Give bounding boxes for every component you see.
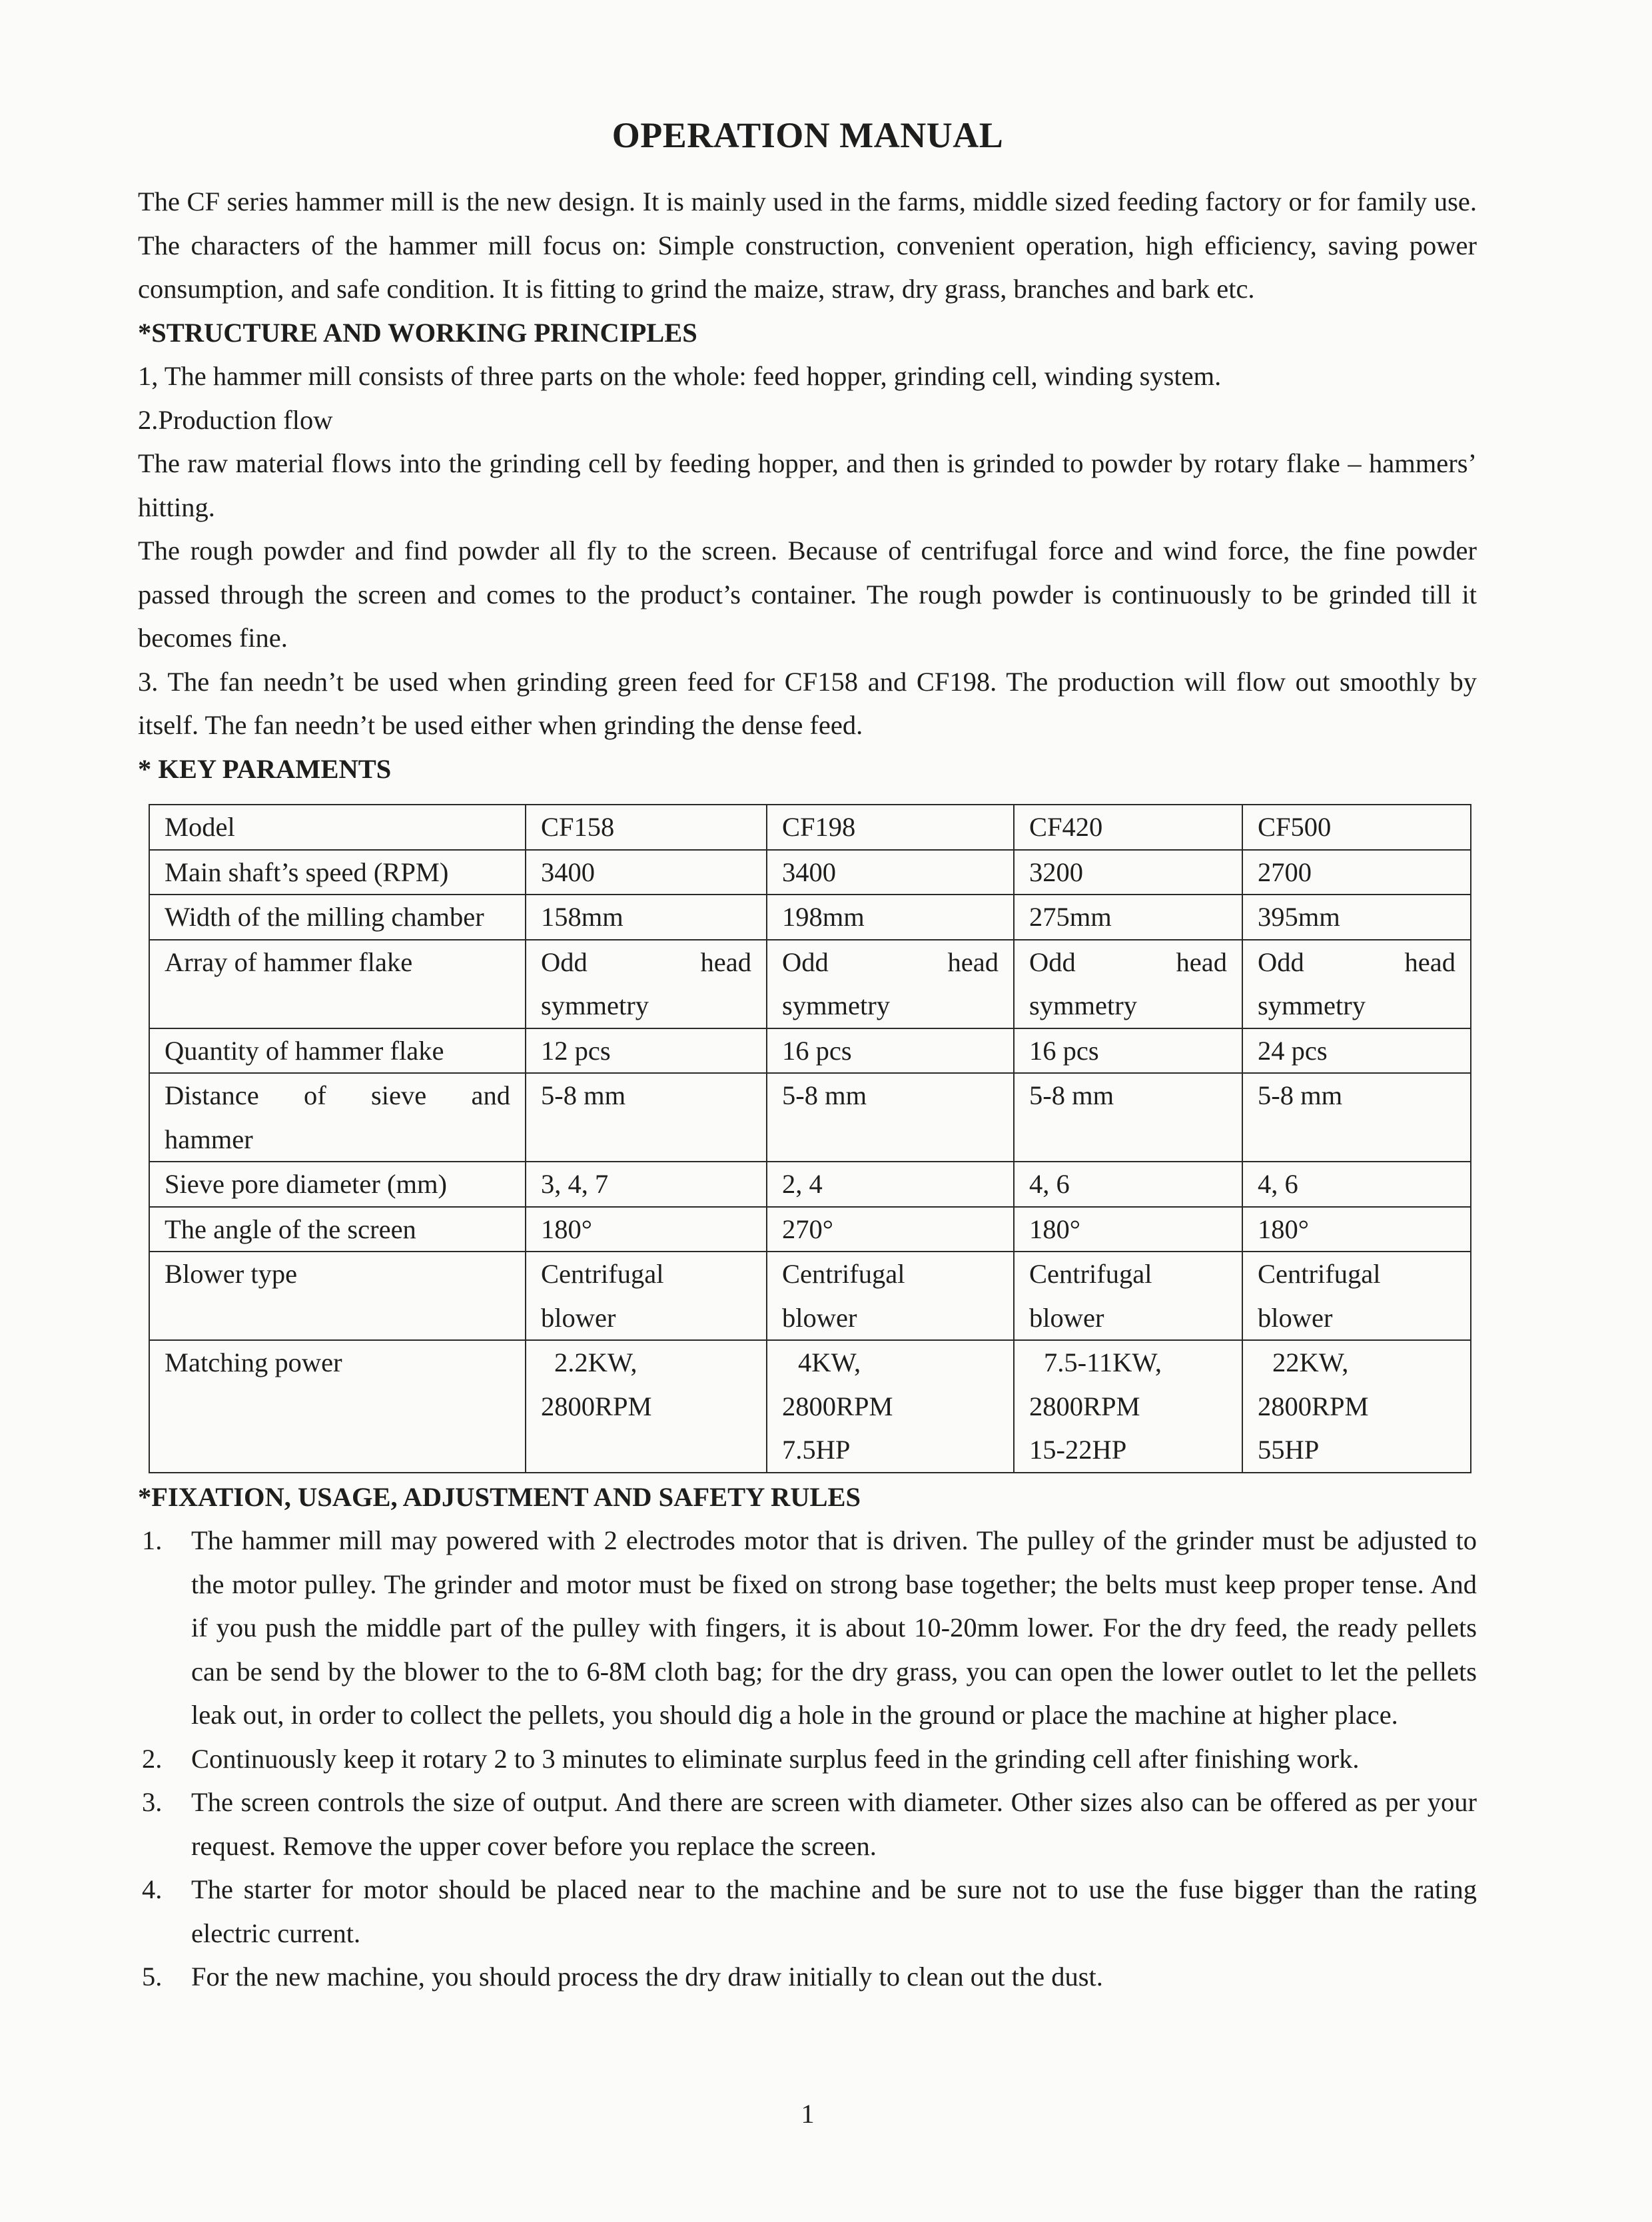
cell-line: 7.5HP [782, 1435, 851, 1465]
table-row [149, 940, 1471, 1028]
list-item-number: 1. [142, 1525, 163, 1555]
table-cell [767, 1252, 1014, 1340]
table-row [149, 1028, 1471, 1074]
page-title: OPERATION MANUAL [612, 115, 1004, 155]
table-cell: 275mm [1014, 895, 1242, 940]
table-cell [1242, 940, 1471, 1028]
table-cell: CF198 [767, 805, 1014, 850]
structure-paragraph-1: 1, The hammer mill consists of three parts on the whole: feed hopper, grinding cell, winding system. [138, 361, 1222, 391]
table-cell: CF420 [1014, 805, 1242, 850]
cell-line: 7.5-11KW, [1044, 1347, 1162, 1377]
cell-line: Odd head [1258, 946, 1455, 977]
structure-paragraph-2: 2.Production flow [138, 404, 333, 435]
cell-line: 2.2KW, [554, 1347, 637, 1377]
cell-line: Odd head [782, 946, 999, 977]
table-cell: 3200 [1014, 850, 1242, 895]
table-cell: 5-8 mm [1242, 1073, 1471, 1162]
table-cell-label: Width of the milling chamber [149, 895, 526, 940]
table-cell-label: Sieve pore diameter (mm) [149, 1162, 526, 1207]
section-heading-structure: *STRUCTURE AND WORKING PRINCIPLES [138, 317, 697, 348]
cell-line: blower [1029, 1302, 1104, 1333]
structure-paragraph-3: The raw material flows into the grinding cell by feeding hopper, and then is grinded to powder by rotary flake – hammers’ hitting. [138, 448, 1477, 522]
list-item-number: 4. [142, 1874, 163, 1904]
table-cell: 270° [767, 1207, 1014, 1252]
table-cell-label: Main shaft’s speed (RPM) [149, 850, 526, 895]
table-cell: 5-8 mm [1014, 1073, 1242, 1162]
list-item-text: For the new machine, you should process the dry draw initially to clean out the dust. [191, 1962, 1103, 1992]
cell-line: 55HP [1258, 1435, 1320, 1465]
table-cell: 24 pcs [1242, 1028, 1471, 1074]
cell-line: Distance of sieve and [165, 1080, 510, 1110]
table-cell: 2, 4 [767, 1162, 1014, 1207]
table-cell: 3, 4, 7 [526, 1162, 767, 1207]
table-cell: 5-8 mm [526, 1073, 767, 1162]
cell-line: blower [1258, 1302, 1333, 1333]
cell-line: Centrifugal [1029, 1259, 1152, 1289]
table-cell-label [149, 1073, 526, 1162]
table-cell [1242, 1340, 1471, 1473]
table-cell [1242, 1252, 1471, 1340]
table-cell: 16 pcs [1014, 1028, 1242, 1074]
section-heading-safety-rules: *FIXATION, USAGE, ADJUSTMENT AND SAFETY RULES [138, 1481, 861, 1512]
table-cell: CF500 [1242, 805, 1471, 850]
list-item [138, 1868, 1477, 1955]
cell-line: symmetry [1258, 990, 1366, 1020]
list-item-text: The screen controls the size of output. And there are screen with diameter. Other sizes also can be offered as per your request. Remove the upper cover before you replace the screen. [191, 1787, 1477, 1861]
table-row [149, 895, 1471, 940]
table-cell: 2700 [1242, 850, 1471, 895]
table-cell: 198mm [767, 895, 1014, 940]
cell-line: blower [541, 1302, 616, 1333]
cell-line: 2800RPM [1258, 1391, 1369, 1421]
table-cell: 158mm [526, 895, 767, 940]
table-cell: 12 pcs [526, 1028, 767, 1074]
list-item [138, 1955, 1477, 1999]
cell-line: Odd head [541, 946, 751, 977]
table-cell-label: Quantity of hammer flake [149, 1028, 526, 1074]
table-cell [1014, 1340, 1242, 1473]
list-item-number: 3. [142, 1787, 163, 1817]
cell-line: Centrifugal [782, 1259, 905, 1289]
document-body [138, 180, 1477, 1999]
table-cell [1014, 940, 1242, 1028]
cell-line: 2800RPM [782, 1391, 893, 1421]
cell-line: 4KW, [798, 1347, 861, 1377]
section-heading-key-parameters: * KEY PARAMENTS [138, 753, 392, 784]
cell-line: 2800RPM [1029, 1391, 1140, 1421]
list-item-number: 2. [142, 1743, 163, 1774]
table-cell-label: Array of hammer flake [149, 940, 526, 1028]
cell-line: 22KW, [1272, 1347, 1349, 1377]
table-row [149, 1073, 1471, 1162]
cell-line: Centrifugal [1258, 1259, 1381, 1289]
table-row [149, 1162, 1471, 1207]
key-parameters-table [149, 804, 1471, 1473]
cell-line: Centrifugal [541, 1259, 664, 1289]
table-row [149, 1340, 1471, 1473]
table-cell: 16 pcs [767, 1028, 1014, 1074]
list-item-number: 5. [142, 1962, 163, 1992]
list-item-text: Continuously keep it rotary 2 to 3 minutes to eliminate surplus feed in the grinding cell after finishing work. [191, 1743, 1360, 1774]
structure-paragraph-4: The rough powder and find powder all fly to the screen. Because of centrifugal force and wind force, the fine powder passed through the screen and comes to the product’s container. The rough powder is continuously to be grinded till it becomes fine. [138, 536, 1477, 653]
table-cell: 180° [526, 1207, 767, 1252]
table-cell [526, 940, 767, 1028]
table-cell [767, 1340, 1014, 1473]
table-row [149, 850, 1471, 895]
table-cell-label: The angle of the screen [149, 1207, 526, 1252]
structure-paragraph-5: 3. The fan needn’t be used when grinding green feed for CF158 and CF198. The production will flow out smoothly by itself. The fan needn’t be used either when grinding the dense feed. [138, 666, 1477, 740]
cell-line: 15-22HP [1029, 1435, 1127, 1465]
table-cell: 180° [1242, 1207, 1471, 1252]
table-cell-label: Blower type [149, 1252, 526, 1340]
table-cell [526, 1252, 767, 1340]
list-item [138, 1737, 1477, 1781]
intro-paragraph: The CF series hammer mill is the new design. It is mainly used in the farms, middle sized feeding factory or for family use. The characters of the hammer mill focus on: Simple construction, convenient operation, high efficiency, saving power consumption, and safe condition. It is fitting to grind the maize, straw, dry grass, branches and bark etc. [138, 186, 1477, 304]
list-item-text: The hammer mill may powered with 2 electrodes motor that is driven. The pulley of the grinder must be adjusted to the motor pulley. The grinder and motor must be fixed on strong base together; the belts must keep proper tense. And if you push the middle part of the pulley with fingers, it is about 10-20mm lower. For the dry feed, the ready pellets can be send by the blower to the to 6-8M cloth bag; for the dry grass, you can open the lower outlet to let the pellets leak out, in order to collect the pellets, you should dig a hole in the ground or place the machine at higher place. [191, 1525, 1477, 1730]
table-cell [1014, 1252, 1242, 1340]
table-cell-label: Model [149, 805, 526, 850]
table-cell: 3400 [526, 850, 767, 895]
list-item [138, 1519, 1477, 1737]
cell-line: symmetry [1029, 990, 1137, 1020]
table-cell: 4, 6 [1242, 1162, 1471, 1207]
cell-line: hammer [165, 1124, 253, 1154]
table-cell: CF158 [526, 805, 767, 850]
cell-line: 2800RPM [541, 1391, 652, 1421]
table-cell: 5-8 mm [767, 1073, 1014, 1162]
cell-line: symmetry [541, 990, 649, 1020]
table-cell: 3400 [767, 850, 1014, 895]
table-cell [767, 940, 1014, 1028]
table-row [149, 805, 1471, 850]
table-cell: 180° [1014, 1207, 1242, 1252]
table-cell: 4, 6 [1014, 1162, 1242, 1207]
list-item-text: The starter for motor should be placed near to the machine and be sure not to use the fuse bigger than the rating electric current. [191, 1874, 1477, 1948]
safety-rules-list [138, 1519, 1477, 1999]
cell-line: blower [782, 1302, 857, 1333]
list-item [138, 1780, 1477, 1868]
table-row [149, 1252, 1471, 1340]
table-cell: 395mm [1242, 895, 1471, 940]
cell-line: Odd head [1029, 946, 1227, 977]
table-cell-label: Matching power [149, 1340, 526, 1473]
cell-line: symmetry [782, 990, 890, 1020]
table-cell [526, 1340, 767, 1473]
page-number: 1 [801, 2099, 815, 2129]
table-row [149, 1207, 1471, 1252]
